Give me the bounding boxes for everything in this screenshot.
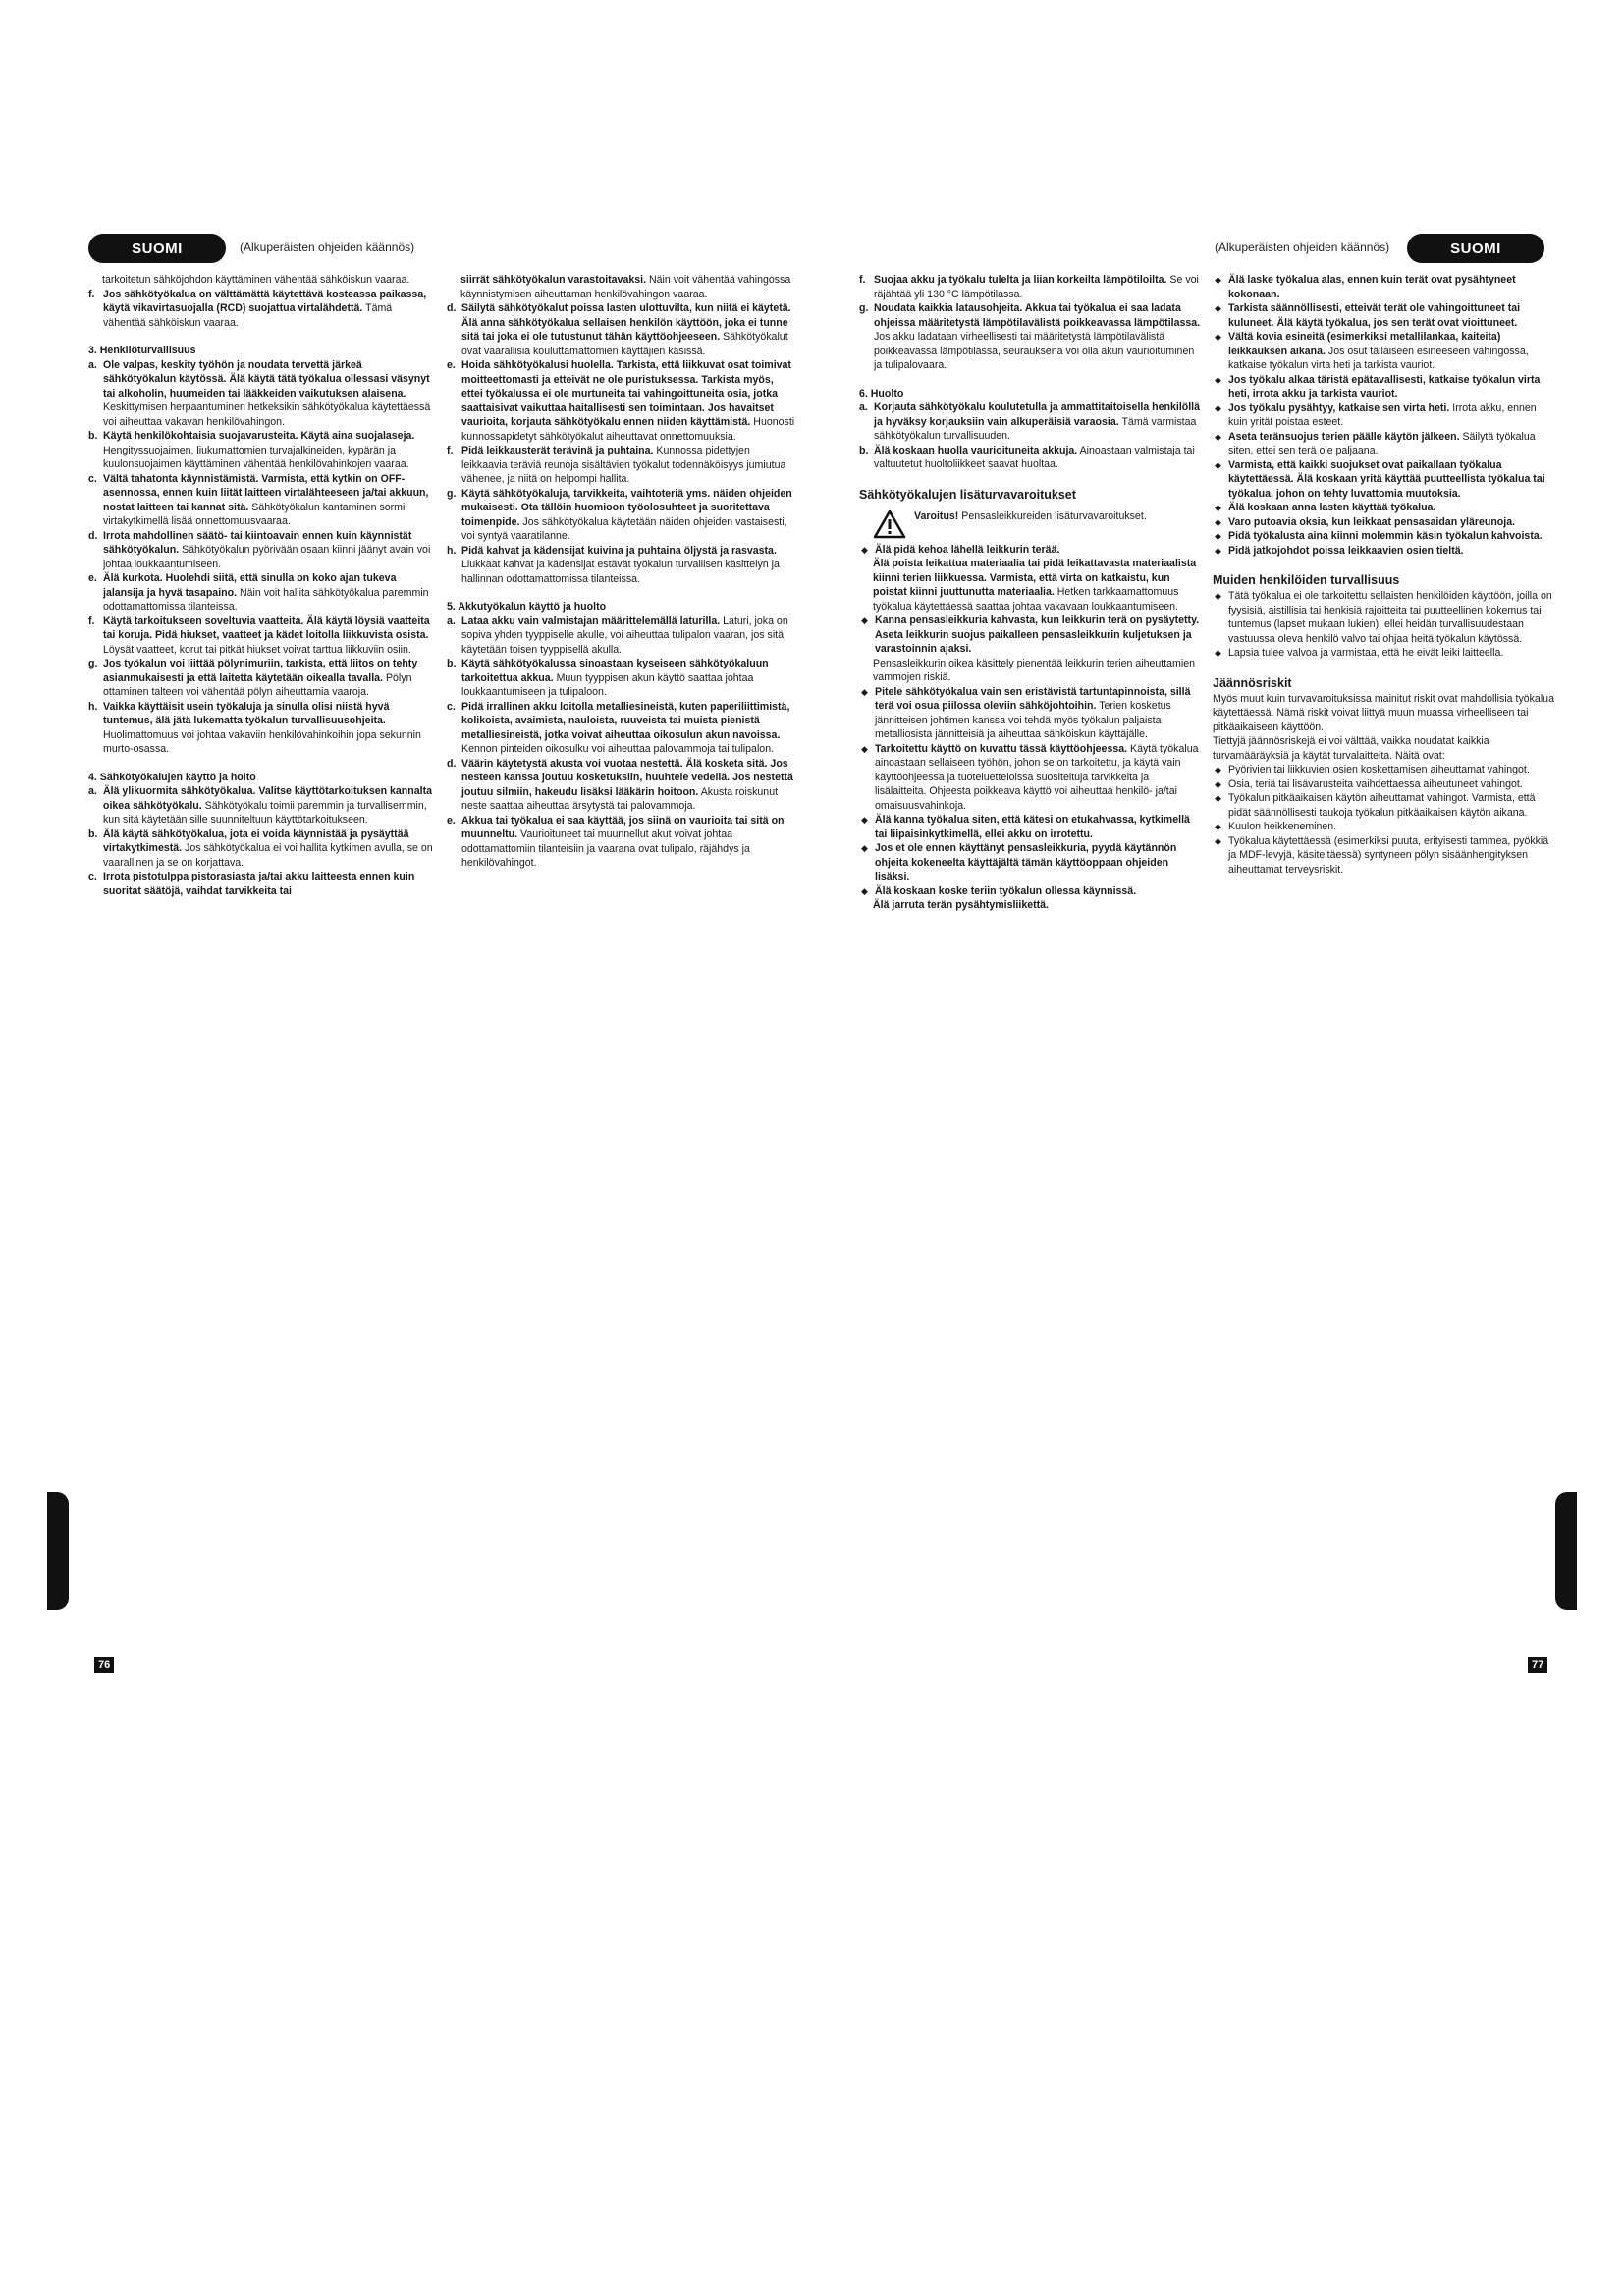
bullet-item: ◆ Älä koskaan koske teriin työkalun ollessa käynnissä. <box>861 884 1137 897</box>
bullet-item: ◆ Vältä kovia esineitä (esimerkiksi metallilankaa, kaiteita) leikkauksen aikana. Jos osut tällaiseen esineeseen vahingossa, katkaise työkalun virta heti ja tarkista vauriot. <box>1215 331 1529 371</box>
left-page <box>47 234 793 1706</box>
bullet-item: ◆ Pitele sähkötyökalua vain sen eristävistä tartuntapinnoista, sillä terä voi osua piilossa oleviin sähköjohtoihin. Terien kosketus jännitteisen johtimen kanssa voi tehdä myös työkalun paljaista metalliosista jännitteisiä ja aiheuttaa sähköiskun käyttäjälle. <box>861 685 1191 740</box>
list-item: b. Käytä henkilökohtaisia suojavarusteita. Käytä aina suojalaseja. Hengityssuojaimen, liukumattomien turvajalkineiden, kypärän ja kuulonsuojaimen käyttäminen vähentää henkilövahinkojen vaaraa. <box>88 430 415 470</box>
bullet-item: ◆ Jos työkalu alkaa täristä epätavallisesti, katkaise työkalun virta heti, irrota akku ja tarkista vauriot. <box>1215 373 1541 400</box>
bullet-item: ◆ Varo putoavia oksia, kun leikkaat pensasaidan yläreunoja. <box>1215 515 1516 528</box>
list-item: d. Irrota mahdollinen säätö- tai kiintoavain ennen kuin käynnistät sähkötyökalun. Sähkötyökalun pyörivään osaan kiinni jäänyt avain voi johtaa loukkaantumiseen. <box>88 529 431 570</box>
section-heading: 6. Huolto <box>859 387 904 400</box>
list-item: g. Jos työkalun voi liittää pölynimuriin, tarkista, että liitos on tehty asianmukaisesti ja että laitetta käytetään oikealla tavalla. Pölyn ottaminen talteen voi vähentää pölyn aiheuttamia vaaroja. <box>88 658 418 698</box>
page-number: 76 <box>94 1657 114 1673</box>
bullet-item: ◆ Älä kanna työkalua siten, että kätesi on etukahvassa, kytkimellä tai liipaisinkytkimellä, ellei akku on irrotettu. <box>861 814 1190 840</box>
body-text: Tiettyjä jäännösriskejä ei voi välttää, vaikka noudatat kaikkia turvamääräyksiä ja käytät turvalaitteita. Näitä ovat: <box>1213 735 1489 762</box>
section-title: Jäännösriskit <box>1213 675 1292 690</box>
page-edge-tab <box>1555 1492 1577 1610</box>
bullet-item: ◆ Älä pidä kehoa lähellä leikkurin terää. <box>861 543 1060 556</box>
left-column-1 <box>88 273 437 898</box>
bullet-item: ◆ Pidä jatkojohdot poissa leikkaavien osien tieltä. <box>1215 544 1464 557</box>
bullet-item: ◆ Jos työkalu pysähtyy, katkaise sen virta heti. Irrota akku, ennen kuin yrität poistaa esteet. <box>1215 401 1537 428</box>
list-item: h. Pidä kahvat ja kädensijat kuivina ja puhtaina öljystä ja rasvasta. Liukkaat kahvat ja kädensijat estävät työkalun turvallisen käsittelyn ja hallinnan odottamattomissa tilanteissa. <box>447 544 780 585</box>
bullet-item: ◆ Työkalun pitkäaikaisen käytön aiheuttamat vahingot. Varmista, että pidät säännöllisesti taukoja työkalun pitkäaikaisen käytön aikana. <box>1215 792 1536 819</box>
bullet-item: ◆ Pyörivien tai liikkuvien osien koskettamisen aiheuttamat vahingot. <box>1215 764 1530 775</box>
left-column-2 <box>447 273 795 871</box>
list-item: f. Jos sähkötyökalua on välttämättä käytettävä kosteassa paikassa, käytä vikavirtasuojalla (RCD) suojattua virtalähdettä. Tämä vähentää sähköiskun vaaraa. <box>88 288 427 329</box>
body-text: Pensasleikkurin oikea käsittely pienentää leikkurin terien aiheuttamien vammojen riskiä. <box>873 657 1196 683</box>
list-item: f. Suojaa akku ja työkalu tulelta ja liian korkeilta lämpötiloilta. Se voi räjähtää yli 130 °C lämpötilassa. <box>859 274 1199 300</box>
right-column-1 <box>859 273 1203 913</box>
bullet-item: ◆ Pidä työkalusta aina kiinni molemmin käsin työkalun kahvoista. <box>1215 530 1543 542</box>
list-item: g. Käytä sähkötyökaluja, tarvikkeita, vaihtoteriä yms. näiden ohjeiden mukaisesti. Ota tällöin huomioon työolosuhteet ja suoritettava toimenpide. Jos sähkötyökalua käytetään näiden ohjeiden vastaisesti, voi syntyä vaaratilanne. <box>447 487 792 542</box>
list-item: d. Väärin käytetystä akusta voi vuotaa nestettä. Älä kosketa sitä. Jos nesteen kanssa joutuu kosketuksiin, huuhtele vedellä. Jos nestettä joutuu silmiin, hakeudu lisäksi lääkärin hoitoon. Akusta roiskunut neste saattaa aiheuttaa ärsytystä tai palovammoja. <box>447 757 793 812</box>
bullet-item: ◆ Kanna pensasleikkuria kahvasta, kun leikkurin terä on pysäytetty. Aseta leikkurin suojus paikalleen pensasleikkurin kuljetuksen ja varastoinnin ajaksi. <box>861 614 1200 655</box>
bullet-item: ◆ Älä koskaan anna lasten käyttää työkalua. <box>1215 502 1436 513</box>
bullet-item: ◆ Aseta teränsuojus terien päälle käytön jälkeen. Säilytä työkalua siten, ettei sen terä ole paljaana. <box>1215 430 1536 456</box>
list-item: b. Älä koskaan huolla vaurioituneita akkuja. Ainoastaan valmistaja tai valtuutetut huoltoliikkeet saavat huoltaa. <box>859 444 1195 470</box>
body-text: Älä poista leikattua materiaalia tai pidä leikattavasta materiaalista kiinni terien liikkuessa. Varmista, että virta on katkaistu, kun poistat kiinni juuttunutta materiaalia. Hetken tarkkaamattomuus työkalua käytettäessä saattaa johtaa vakavaan loukkaantumiseen. <box>873 558 1197 613</box>
list-item: f. Pidä leikkausterät terävinä ja puhtaina. Kunnossa pidettyjen leikkaavia teräviä reunoja sisältävien työkalut todennäköisyys jumiutua vähenee, ja niitä on helpompi hallita. <box>447 445 786 485</box>
warning-note: Varoitus! Pensasleikkureiden lisäturvavaroitukset. <box>873 509 1203 539</box>
list-item: h. Vaikka käyttäisit usein työkaluja ja sinulla olisi niistä hyvä tuntemus, älä jätä lukematta työkalun turvallisuusohjeita. Huolimattomuus voi johtaa vakaviin henkilövahinkoihin jopa sekunnin murto-osassa. <box>88 700 421 755</box>
body-text: tarkoitetun sähköjohdon käyttäminen vähentää sähköiskun vaaraa. <box>102 274 410 286</box>
language-tab: SUOMI <box>88 234 226 263</box>
list-item: b. Käytä sähkötyökalussa sinoastaan kyseiseen sähkötyökaluun tarkoitettua akkua. Muun tyyppisen akun käyttö saattaa johtaa loukkaantumiseen ja tulipaloon. <box>447 658 769 698</box>
list-item: c. Irrota pistotulppa pistorasiasta ja/tai akku laitteesta ennen kuin suoritat säätöjä, vaihdat tarvikkeita tai <box>88 871 415 897</box>
section-title: Muiden henkilöiden turvallisuus <box>1213 573 1400 587</box>
body-text: siirrät sähkötyökalun varastoitavaksi. Näin voit vähentää vahingossa käynnistymisen aiheuttaman henkilövahingon vaaraa. <box>460 274 791 300</box>
right-column-2 <box>1213 273 1556 877</box>
section-heading: 3. Henkilöturvallisuus <box>88 345 196 356</box>
bullet-item: ◆ Tarkista säännöllisesti, etteivät terät ole vahingoittuneet tai kuluneet. Älä käytä työkalua, jos sen terät ovat vioittuneet. <box>1215 302 1521 329</box>
list-item: e. Akkua tai työkalua ei saa käyttää, jos siinä on vaurioita tai sitä on muunneltu. Vaurioituneet tai muunnellut akut voivat johtaa odottamattomiin tilanteisiin ja vaarana ovat tulipalo, räjähdys ja henkilövahingot. <box>447 814 785 869</box>
body-text: Myös muut kuin turvavaroituksissa mainitut riskit ovat mahdollisia työkalua käytettäessä. Nämä riskit voivat liittyä muun muassa virheelliseen tai pitkäaikaiseen käyttöön. <box>1213 692 1554 733</box>
section-heading: 4. Sähkötyökalujen käyttö ja hoito <box>88 771 256 783</box>
list-item: d. Säilytä sähkötyökalut poissa lasten ulottuvilta, kun niitä ei käytetä. Älä anna sähkötyökalua sellaisen henkilön käyttöön, joka ei tunne sitä tai joka ei ole tutustunut tähän käyttöohjeeseen. Sähkötyökalut ovat vaarallisia kouluttamattomien käyttäjien käsissä. <box>447 302 791 357</box>
bullet-item: ◆ Työkalua käytettäessä (esimerkiksi puuta, erityisesti tammea, pyökkiä ja MDF-levyjä, käsiteltäessä) syntyneen pölyn sisäänhengityksen aiheuttamat terveysriskit. <box>1215 834 1549 876</box>
list-item: a. Ole valpas, keskity työhön ja noudata tervettä järkeä sähkötyökalun käytössä. Älä käytä tätä työkalua ollessasi väsynyt tai alkoholin, huumeiden tai lääkkeiden vaikutuksen alaisena. Keskittymisen herpaantuminen hetkeksikin sähkötyökalua käytettäessä voi aiheuttaa vakavan henkilövahingon. <box>88 358 431 428</box>
list-item: g. Noudata kaikkia latausohjeita. Akkua tai työkalua ei saa ladata ohjeissa määritetystä lämpötilavälistä poikkeavassa lämpötilassa. Jos akku ladataan virheellisesti tai määritetystä lämpötilavälistä poikkeavassa lämpötilassa, seurauksena voi olla akun vaurioituminen ja tulipalovaara. <box>859 302 1201 371</box>
bullet-item: ◆ Tätä työkalua ei ole tarkoitettu sellaisten henkilöiden käyttöön, joilla on fyysisiä, aistillisia tai henkisiä rajoitteita tai puutteellinen kokemus tai tuntemus (lapset mukaan lukien), ellei heidän turvallisuudestaan vastuussa oleva henkilö valvo tai ohjaa heitä työkalun käytössä. <box>1215 590 1552 645</box>
list-item: a. Lataa akku vain valmistajan määrittelemällä laturilla. Laturi, joka on sopiva yhden tyyppiselle akulle, voi aiheuttaa tulipalon vaaran, jos sitä käytetään toisen tyyppisellä akulla. <box>447 614 788 656</box>
list-item: a. Korjauta sähkötyökalu koulutetulla ja ammattitaitoisella henkilöllä ja hyväksy korjauksiin vain alkuperäisiä varaosia. Tämä varmistaa sähkötyökalun turvallisuuden. <box>859 401 1201 442</box>
warning-triangle-icon <box>873 509 906 539</box>
section-title: Sähkötyökalujen lisäturvavaroitukset <box>859 487 1076 502</box>
bullet-item: ◆ Jos et ole ennen käyttänyt pensasleikkuria, pyydä käytännön ohjeita kokeneelta käyttäjältä tämän käyttöoppaan ohjeiden lisäksi. <box>861 842 1177 882</box>
page-number: 77 <box>1528 1657 1547 1673</box>
bullet-item: ◆ Älä laske työkalua alas, ennen kuin terät ovat pysähtyneet kokonaan. <box>1215 274 1516 300</box>
bullet-item: ◆ Osia, teriä tai lisävarusteita vaihdettaessa aiheutuneet vahingot. <box>1215 777 1523 790</box>
bullet-item: ◆ Lapsia tulee valvoa ja varmistaa, että he eivät leiki laitteella. <box>1215 647 1504 659</box>
list-item: b. Älä käytä sähkötyökalua, jota ei voida käynnistää ja pysäyttää virtakytkimestä. Jos sähkötyökalua ei voi hallita kytkimen avulla, se on vaarallinen ja se on korjattava. <box>88 828 433 869</box>
section-heading: 5. Akkutyökalun käyttö ja huolto <box>447 601 607 613</box>
bullet-item: ◆ Kuulon heikkeneminen. <box>1215 821 1337 832</box>
list-item: f. Käytä tarkoitukseen soveltuvia vaatteita. Älä käytä löysiä vaatteita tai koruja. Pidä hiukset, vaatteet ja kädet loitolla liikkuvista osista. Löysät vaatteet, korut tai pitkät hiukset voivat tarttua liikkuviin osiin. <box>88 614 430 656</box>
right-page <box>851 234 1578 1706</box>
list-item: e. Hoida sähkötyökalusi huolella. Tarkista, että liikkuvat osat toimivat moitteettomasti ja etteivät ne ole puristuksessa. Tarkista myös, ettei työkalussa ei ole murtuneita tai vahingoittuneita osia, jotka saattaisivat vaikuttaa haitallisesti sen toimintaan. Jos havaitset vaurioita, korjauta sähkötyökalu ennen niiden käyttämistä. Huonosti kunnossapidetyt sähkötyökalut aiheuttavat onnettomuuksia. <box>447 359 795 443</box>
body-text: Älä jarruta terän pysähtymisliikettä. <box>873 899 1049 911</box>
list-item: c. Pidä irrallinen akku loitolla metalliesineistä, kuten paperiliittimistä, kolikoista, avaimista, nauloista, ruuveista tai muista pienistä metalliesineistä, jotka voivat aiheuttaa oikosulun akun navoissa. Kennon pinteiden oikosulku voi aiheuttaa palovammoja tai tulipalon. <box>447 700 790 755</box>
list-item: c. Vältä tahatonta käynnistämistä. Varmista, että kytkin on OFF-asennossa, ennen kuin liität laitteen virtalähteeseen ja/tai akkuun, nostat laitteen tai kannat sitä. Sähkötyökalun kantaminen sormi virtakytkimellä lisää onnettomuusvaaraa. <box>88 472 429 527</box>
bullet-item: ◆ Tarkoitettu käyttö on kuvattu tässä käyttöohjeessa. Käytä työkalua ainoastaan sellaiseen työhön, johon se on tarkoitettu, ja käytä vain käyttöohjeessa ja tuoteluetteloissa suositeltuja tarvikkeita ja lisälaitteita. Ohjeesta poikkeava käyttö voi aiheuttaa henkilö- ja/tai omaisuusvahinkoja. <box>861 742 1199 812</box>
translation-note: (Alkuperäisten ohjeiden käännös) <box>1215 240 1390 254</box>
page-edge-tab <box>47 1492 69 1610</box>
translation-note: (Alkuperäisten ohjeiden käännös) <box>240 240 415 254</box>
list-item: a. Älä ylikuormita sähkötyökalua. Valitse käyttötarkoituksen kannalta oikea sähkötyökalu. Sähkötyökalu toimii paremmin ja turvallisemmin, kun sitä käytetään sille suunniteltuun käyttötarkoitukseen. <box>88 785 433 826</box>
bullet-item: ◆ Varmista, että kaikki suojukset ovat paikallaan työkalua käytettäessä. Älä koskaan yritä käyttää puutteellista työkalua tai työkalua, johon on tehty luvattomia muutoksia. <box>1215 458 1545 500</box>
language-tab: SUOMI <box>1407 234 1544 263</box>
list-item: e. Älä kurkota. Huolehdi siitä, että sinulla on koko ajan tukeva jalansija ja hyvä tasapaino. Näin voit hallita sähkötyökalua paremmin odottamattomissa tilanteissa. <box>88 572 429 613</box>
